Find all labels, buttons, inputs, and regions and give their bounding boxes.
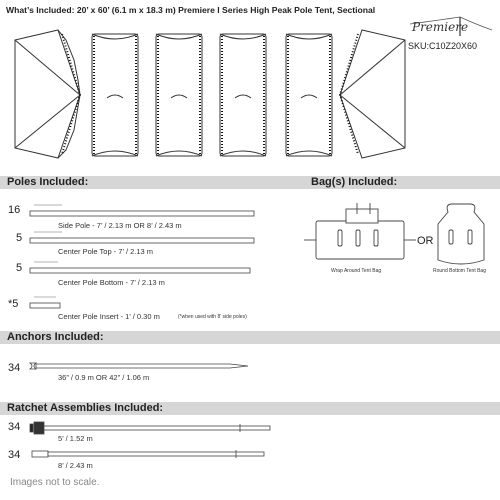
sku-label: SKU:C10Z20X60 (408, 41, 478, 51)
anchor-label: 36” / 0.9 m OR 42” / 1.06 m (58, 373, 150, 382)
center-pole-top-drawing (30, 232, 254, 243)
bags-or-label: OR (417, 235, 434, 247)
center-pole-insert-drawing (30, 297, 60, 308)
center-pole-bottom-drawing (30, 262, 250, 273)
pole-label: Center Pole Bottom - 7’ / 2.13 m (58, 278, 165, 287)
pole-qty: 5 (16, 232, 23, 244)
ratchet-qty: 34 (8, 421, 21, 433)
ratchets-section-header (0, 402, 500, 415)
anchor-qty: 34 (8, 362, 21, 374)
round-bottom-tent-bag-drawing (438, 204, 484, 264)
bags-heading: Bag(s) Included: (311, 176, 398, 188)
tent-middle-section-1 (92, 34, 138, 156)
brand-name: Premiere (412, 20, 469, 34)
pole-label: Center Pole Top - 7’ / 2.13 m (58, 247, 154, 256)
pole-note: (*when used with 8’ side poles) (178, 314, 247, 320)
page-title: What’s Included: 20’ x 60’ (6.1 m x 18.3 m) Premiere I Series High Peak Pole Tent, Sectional (6, 5, 376, 15)
pole-qty: 5 (16, 262, 23, 274)
anchors-heading: Anchors Included: (7, 331, 104, 343)
pole-qty: 16 (8, 204, 21, 216)
bags-section-header (300, 176, 500, 189)
ratchet-8ft-drawing (32, 450, 264, 458)
tent-sections-illustration (0, 0, 500, 170)
pole-label: Side Pole - 7’ / 2.13 m OR 8’ / 2.43 m (58, 221, 182, 230)
tent-middle-section-3 (220, 34, 266, 156)
anchors-section-header (0, 331, 500, 344)
tent-middle-section-2 (156, 34, 202, 156)
ratchet-qty: 34 (8, 449, 21, 461)
poles-heading: Poles Included: (7, 176, 89, 188)
scale-footnote: Images not to scale. (10, 477, 100, 488)
ratchets-heading: Ratchet Assemblies Included: (7, 402, 164, 414)
pole-qty: *5 (8, 298, 19, 310)
ratchet-5ft-drawing (30, 422, 270, 434)
bag-label: Round Bottom Tent Bag (433, 268, 486, 274)
bag-label: Wrap Around Tent Bag (331, 268, 382, 274)
pole-label: Center Pole Insert - 1’ / 0.30 m (58, 312, 160, 321)
ratchet-label: 8’ / 2.43 m (58, 461, 93, 470)
tent-middle-section-4 (286, 34, 332, 156)
tent-end-section-left (15, 30, 80, 158)
ratchet-label: 5’ / 1.52 m (58, 434, 93, 443)
side-pole-drawing (30, 205, 254, 216)
wrap-around-tent-bag-drawing (304, 203, 416, 259)
tent-end-section-right (340, 30, 405, 158)
